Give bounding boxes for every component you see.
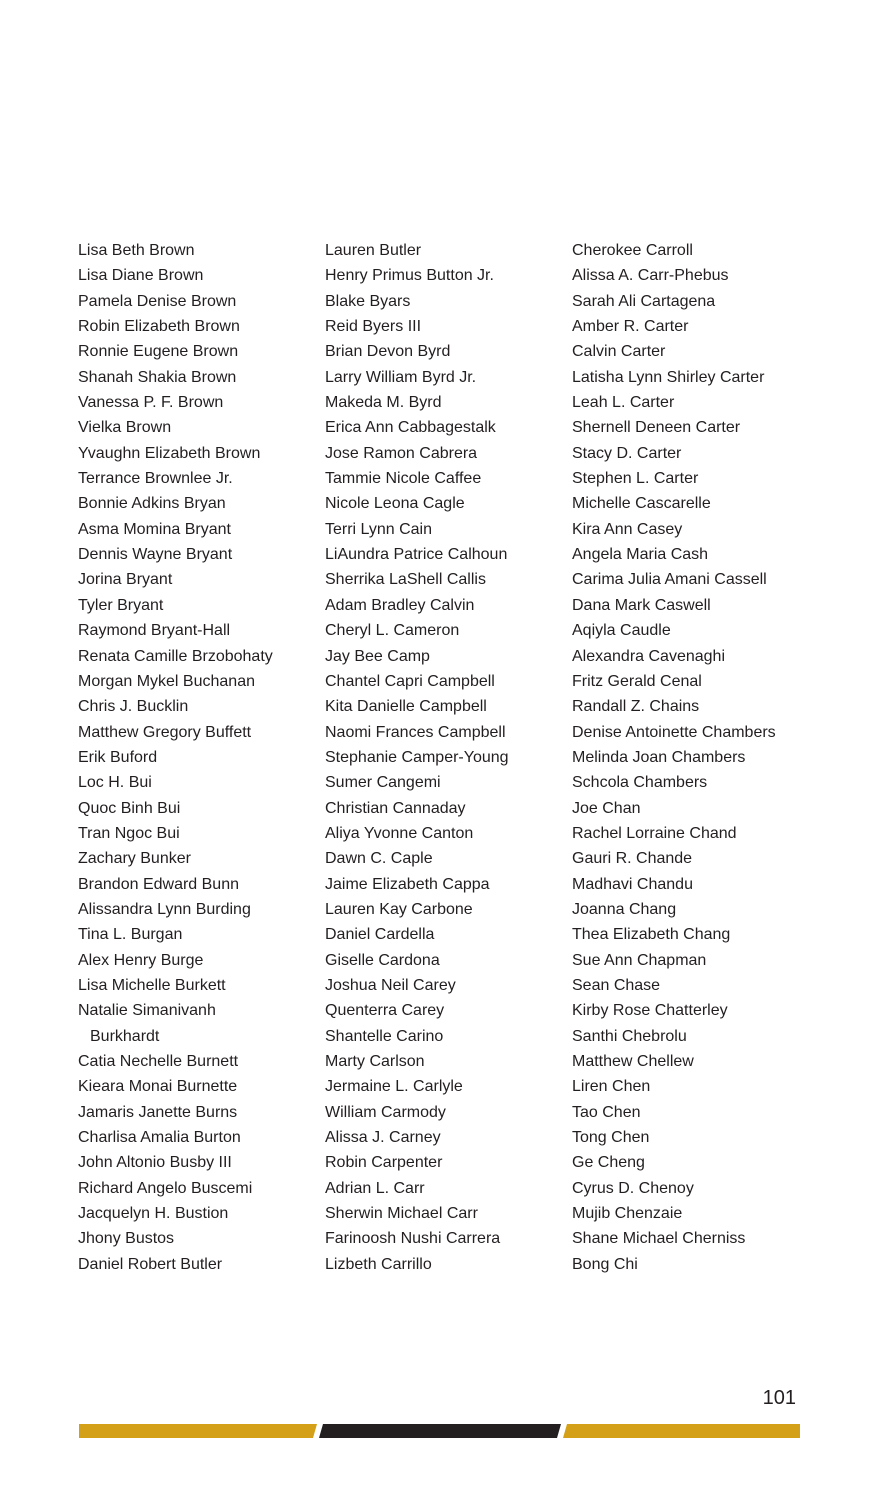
name-entry: Robin Elizabeth Brown — [78, 318, 240, 336]
name-entry: Tao Chen — [572, 1103, 641, 1121]
name-entry: Terrance Brownlee Jr. — [78, 470, 233, 488]
name-entry: Adrian L. Carr — [325, 1179, 425, 1197]
name-entry: Mujib Chenzaie — [572, 1205, 683, 1223]
name-entry: Richard Angelo Buscemi — [78, 1179, 253, 1197]
name-entry: Matthew Chellew — [572, 1053, 694, 1070]
name-entry: Lisa Michelle Burkett — [78, 976, 226, 994]
name-entry: Quenterra Carey — [325, 1002, 445, 1020]
name-entry: Erik Buford — [78, 748, 158, 766]
name-entry: Robin Carpenter — [325, 1154, 443, 1172]
name-entry: Denise Antoinette Chambers — [572, 723, 776, 741]
name-entry: Ronnie Eugene Brown — [78, 343, 239, 361]
name-entry: Sumer Cangemi — [325, 774, 441, 792]
name-entry: Cheryl L. Cameron — [325, 622, 460, 640]
name-column-2 — [325, 238, 565, 1277]
name-entry: Santhi Chebrolu — [572, 1027, 687, 1045]
name-entry: Lisa Diane Brown — [78, 267, 204, 285]
name-entry: Lauren Butler — [325, 242, 422, 259]
name-entry: John Altonio Busby III — [78, 1154, 232, 1172]
name-entry: Rachel Lorraine Chand — [572, 824, 737, 842]
name-entry: Alexandra Cavenaghi — [572, 647, 725, 665]
name-entry: Joanna Chang — [572, 900, 677, 918]
name-entry: Calvin Carter — [572, 343, 666, 361]
name-entry: Brian Devon Byrd — [325, 343, 451, 361]
name-entry: Marty Carlson — [325, 1053, 425, 1070]
name-entry: Terri Lynn Cain — [325, 520, 433, 538]
name-entry: Bong Chi — [572, 1255, 638, 1273]
name-entry: Sue Ann Chapman — [572, 951, 707, 969]
name-entry: Lisa Beth Brown — [78, 242, 195, 259]
name-entry: Stacy D. Carter — [572, 444, 682, 462]
name-entry: Blake Byars — [325, 292, 411, 310]
name-entry: William Carmody — [325, 1103, 446, 1121]
name-entry: Henry Primus Button Jr. — [325, 267, 494, 285]
name-entry: Fritz Gerald Cenal — [572, 672, 702, 690]
name-entry: Angela Maria Cash — [572, 546, 709, 564]
name-entry: Jose Ramon Cabrera — [325, 444, 478, 462]
name-entry: Kieara Monai Burnette — [78, 1078, 238, 1096]
name-entry: Jermaine L. Carlyle — [325, 1078, 463, 1096]
name-entry: Cherokee Carroll — [572, 242, 693, 259]
name-entry: Dana Mark Caswell — [572, 596, 711, 614]
name-entry: Daniel Robert Butler — [78, 1255, 223, 1273]
name-entry: Michelle Cascarelle — [572, 495, 711, 513]
name-entry: Tyler Bryant — [78, 596, 164, 614]
name-entry: Stephen L. Carter — [572, 470, 699, 488]
name-entry: Sherrika LaShell Callis — [325, 571, 486, 589]
name-entry: Charlisa Amalia Burton — [78, 1129, 241, 1147]
name-entry: Alissa A. Carr-Phebus — [572, 267, 729, 285]
name-entry: Chris J. Bucklin — [78, 698, 189, 716]
name-entry: Quoc Binh Bui — [78, 799, 181, 817]
name-entry: Madhavi Chandu — [572, 875, 693, 893]
name-entry: Naomi Frances Campbell — [325, 723, 506, 741]
name-entry: Giselle Cardona — [325, 951, 440, 969]
name-entry: Cyrus D. Chenoy — [572, 1179, 694, 1197]
name-entry: Kirby Rose Chatterley — [572, 1002, 728, 1020]
name-entry: Shane Michael Cherniss — [572, 1230, 746, 1248]
name-entry: Dennis Wayne Bryant — [78, 546, 233, 564]
name-entry: Aqiyla Caudle — [572, 622, 671, 640]
name-entry: Alissandra Lynn Burding — [78, 900, 251, 918]
name-entry: Larry William Byrd Jr. — [325, 368, 477, 386]
name-entry: Dawn C. Caple — [325, 850, 433, 868]
name-entry: Liren Chen — [572, 1078, 651, 1096]
name-entry: Renata Camille Brzobohaty — [78, 647, 273, 665]
name-entry: Randall Z. Chains — [572, 698, 700, 716]
name-entry: Catia Nechelle Burnett — [78, 1053, 239, 1070]
name-entry: Shantelle Carino — [325, 1027, 444, 1045]
name-entry: Alissa J. Carney — [325, 1129, 441, 1147]
name-entry: Leah L. Carter — [572, 394, 675, 412]
name-entry: Shanah Shakia Brown — [78, 368, 237, 386]
name-entry: Tina L. Burgan — [78, 926, 183, 944]
name-entry: Lauren Kay Carbone — [325, 900, 473, 918]
name-entry: Jhony Bustos — [78, 1230, 175, 1248]
name-entry: Jorina Bryant — [78, 571, 173, 589]
name-entry: Sean Chase — [572, 976, 661, 994]
name-entry: Sarah Ali Cartagena — [572, 292, 716, 310]
name-entry: Carima Julia Amani Cassell — [572, 571, 767, 589]
name-entry: Raymond Bryant-Hall — [78, 622, 231, 640]
name-entry: Jaime Elizabeth Cappa — [325, 875, 490, 893]
name-entry: Farinoosh Nushi Carrera — [325, 1230, 501, 1248]
name-entry: Thea Elizabeth Chang — [572, 926, 731, 944]
name-entry: Zachary Bunker — [78, 850, 191, 868]
name-entry: Yvaughn Elizabeth Brown — [78, 444, 261, 462]
name-entry: Stephanie Camper-Young — [325, 748, 509, 766]
name-entry: Melinda Joan Chambers — [572, 748, 746, 766]
footer-decorative-bar — [0, 1424, 876, 1438]
name-entry: Kira Ann Casey — [572, 520, 683, 538]
name-entry: Tran Ngoc Bui — [78, 824, 180, 842]
name-entry: Natalie Simanivanh — [78, 1002, 216, 1020]
name-entry: Brandon Edward Bunn — [78, 875, 239, 893]
name-entry: Vanessa P. F. Brown — [78, 394, 224, 412]
name-entry: Burkhardt — [90, 1027, 160, 1045]
name-entry: Chantel Capri Campbell — [325, 672, 495, 690]
name-entry: Nicole Leona Cagle — [325, 495, 465, 513]
name-entry: Jay Bee Camp — [325, 647, 430, 665]
name-entry: Erica Ann Cabbagestalk — [325, 419, 496, 437]
name-entry: Tammie Nicole Caffee — [325, 470, 482, 488]
name-entry: Reid Byers III — [325, 318, 422, 336]
name-entry: Tong Chen — [572, 1129, 650, 1147]
name-entry: Gauri R. Chande — [572, 850, 693, 868]
name-entry: Loc H. Bui — [78, 774, 152, 792]
name-entry: Lizbeth Carrillo — [325, 1255, 432, 1273]
name-entry: Bonnie Adkins Bryan — [78, 495, 226, 513]
name-entry: Morgan Mykel Buchanan — [78, 672, 255, 690]
name-entry: Christian Cannaday — [325, 799, 466, 817]
name-column-3 — [572, 238, 832, 1277]
name-entry: Adam Bradley Calvin — [325, 596, 475, 614]
name-entry: Aliya Yvonne Canton — [325, 824, 474, 842]
name-entry: LiAundra Patrice Calhoun — [325, 546, 508, 564]
name-entry: Alex Henry Burge — [78, 951, 204, 969]
name-column-1 — [78, 238, 318, 1277]
name-entry: Latisha Lynn Shirley Carter — [572, 368, 765, 386]
name-entry: Makeda M. Byrd — [325, 394, 442, 412]
name-entry: Kita Danielle Campbell — [325, 698, 487, 716]
footer-bar-segment-middle — [319, 1424, 561, 1438]
name-entry: Asma Momina Bryant — [78, 520, 231, 538]
name-entry: Vielka Brown — [78, 419, 172, 437]
name-entry: Amber R. Carter — [572, 318, 689, 336]
footer-bar-segment-left — [79, 1424, 317, 1438]
page-number: 101 — [762, 1387, 796, 1409]
name-entry: Jamaris Janette Burns — [78, 1103, 238, 1121]
name-entry: Pamela Denise Brown — [78, 292, 237, 310]
name-entry: Matthew Gregory Buffett — [78, 723, 252, 741]
name-entry: Joe Chan — [572, 799, 641, 817]
footer-bar-segment-right — [563, 1424, 800, 1438]
name-entry: Jacquelyn H. Bustion — [78, 1205, 229, 1223]
name-entry: Daniel Cardella — [325, 926, 435, 944]
name-entry: Ge Cheng — [572, 1154, 645, 1172]
name-entry: Shernell Deneen Carter — [572, 419, 741, 437]
name-entry: Schcola Chambers — [572, 774, 708, 792]
name-entry: Joshua Neil Carey — [325, 976, 456, 994]
name-entry: Sherwin Michael Carr — [325, 1205, 478, 1223]
